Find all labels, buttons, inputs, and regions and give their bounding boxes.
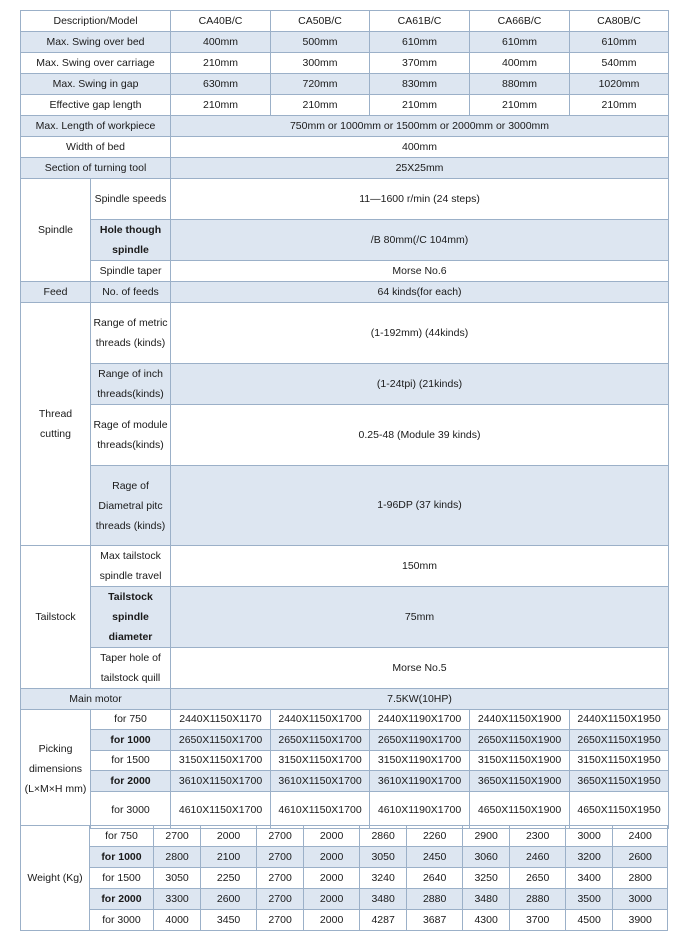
row-value: 3050	[359, 847, 406, 868]
row-value: 4000	[153, 910, 200, 931]
row-value: 2860	[359, 826, 406, 847]
row-value: 400mm	[470, 53, 570, 74]
row-value: 3480	[462, 889, 509, 910]
header-model: CA66B/C	[470, 11, 570, 32]
row-value: 3687	[407, 910, 463, 931]
row-value: 4610X1150X1700	[271, 792, 370, 829]
row-value: 2260	[407, 826, 463, 847]
row-value: 3150X1150X1700	[271, 751, 370, 771]
sub-label: No. of feeds	[91, 282, 171, 303]
row-value: 2000	[304, 826, 360, 847]
table-row	[21, 303, 669, 364]
group-picking-dimensions: Picking dimensions (L×M×H mm)	[21, 710, 91, 829]
row-value: 830mm	[370, 74, 470, 95]
group-spindle: Spindle	[21, 179, 91, 282]
row-value: 4287	[359, 910, 406, 931]
table-row	[21, 730, 669, 751]
sub-label: for 3000	[90, 910, 154, 931]
row-value: 2640	[407, 868, 463, 889]
row-value: 2900	[462, 826, 509, 847]
row-value: 3000	[565, 826, 612, 847]
row-value: 3000	[613, 889, 668, 910]
table-row	[21, 74, 669, 95]
sub-label: Rage of Diametral pitc threads (kinds)	[91, 466, 171, 546]
row-value: 2650	[510, 868, 566, 889]
row-value: 2800	[613, 868, 668, 889]
table-row	[21, 792, 669, 829]
sub-label: for 750	[91, 710, 171, 730]
row-label: Max. Length of workpiece	[21, 116, 171, 137]
group-thread-cutting: Thread cutting	[21, 303, 91, 546]
row-value: 210mm	[271, 95, 370, 116]
sub-label: Range of metric threads (kinds)	[91, 303, 171, 364]
table-row	[21, 910, 668, 931]
row-value: 2000	[201, 826, 257, 847]
row-value: (1-24tpi) (21kinds)	[171, 364, 669, 405]
row-label: Max. Swing in gap	[21, 74, 171, 95]
row-value: 3300	[153, 889, 200, 910]
row-value: 540mm	[570, 53, 669, 74]
sub-label: Max tailstock spindle travel	[91, 546, 171, 587]
row-value: 2440X1150X1950	[570, 710, 669, 730]
row-value: 2440X1190X1700	[370, 710, 470, 730]
row-value: 2880	[407, 889, 463, 910]
sub-label: for 1500	[90, 868, 154, 889]
table-row	[21, 889, 668, 910]
row-value: 3450	[201, 910, 257, 931]
row-value: 3150X1150X1900	[470, 751, 570, 771]
sub-label: Rage of module threads(kinds)	[91, 405, 171, 466]
row-value: 2400	[613, 826, 668, 847]
row-value: 370mm	[370, 53, 470, 74]
row-value: 2650X1150X1900	[470, 730, 570, 751]
row-value: 2650X1150X1700	[171, 730, 271, 751]
row-value: 3060	[462, 847, 509, 868]
spec-table	[20, 10, 669, 829]
row-value: 2000	[304, 910, 360, 931]
table-row	[21, 847, 668, 868]
table-row	[21, 710, 669, 730]
row-value: 2600	[201, 889, 257, 910]
row-label: Max. Swing over carriage	[21, 53, 171, 74]
row-label: Section of turning tool	[21, 158, 171, 179]
table-row	[21, 826, 668, 847]
row-value: 2650X1150X1950	[570, 730, 669, 751]
table-row	[21, 261, 669, 282]
row-value: 610mm	[570, 32, 669, 53]
row-value: 3650X1150X1950	[570, 771, 669, 792]
table-row	[21, 868, 668, 889]
row-value: 400mm	[171, 137, 669, 158]
table-row	[21, 282, 669, 303]
row-value: 11—1600 r/min (24 steps)	[171, 179, 669, 220]
row-value: 150mm	[171, 546, 669, 587]
table-row	[21, 179, 669, 220]
row-value: (1-192mm) (44kinds)	[171, 303, 669, 364]
row-value: 3150X1150X1700	[171, 751, 271, 771]
row-value: Morse No.6	[171, 261, 669, 282]
row-value: 750mm or 1000mm or 1500mm or 2000mm or 3000mm	[171, 116, 669, 137]
row-value: 2700	[256, 826, 303, 847]
sub-label: Taper hole of tailstock quill	[91, 648, 171, 689]
group-tailstock: Tailstock	[21, 546, 91, 689]
row-value: 210mm	[570, 95, 669, 116]
row-value: 4650X1150X1900	[470, 792, 570, 829]
row-value: 4500	[565, 910, 612, 931]
sub-label: Range of inch threads(kinds)	[91, 364, 171, 405]
row-value: 2880	[510, 889, 566, 910]
row-value: 4610X1150X1700	[171, 792, 271, 829]
table-row	[21, 364, 669, 405]
row-value: 3150X1190X1700	[370, 751, 470, 771]
row-value: 3700	[510, 910, 566, 931]
table-row	[21, 220, 669, 261]
row-value: 300mm	[271, 53, 370, 74]
row-value: 4300	[462, 910, 509, 931]
row-value: 2600	[613, 847, 668, 868]
row-value: 4610X1190X1700	[370, 792, 470, 829]
table-row	[21, 137, 669, 158]
row-value: 2700	[256, 868, 303, 889]
weight-table	[20, 825, 668, 931]
table-row	[21, 587, 669, 648]
sub-label: for 2000	[90, 889, 154, 910]
row-value: 3900	[613, 910, 668, 931]
sub-label: for 1500	[91, 751, 171, 771]
row-value: 7.5KW(10HP)	[171, 689, 669, 710]
row-value: 2800	[153, 847, 200, 868]
table-row	[21, 32, 669, 53]
group-feed: Feed	[21, 282, 91, 303]
row-value: 2700	[256, 889, 303, 910]
group-weight: Weight (Kg)	[21, 826, 90, 931]
row-value: 3050	[153, 868, 200, 889]
row-value: 1-96DP (37 kinds)	[171, 466, 669, 546]
row-label: Effective gap length	[21, 95, 171, 116]
row-value: 2650X1150X1700	[271, 730, 370, 751]
row-value: 2100	[201, 847, 257, 868]
table-row	[21, 648, 669, 689]
row-value: 3480	[359, 889, 406, 910]
row-value: 2000	[304, 847, 360, 868]
table-row	[21, 689, 669, 710]
row-value: 880mm	[470, 74, 570, 95]
table-row	[21, 11, 669, 32]
row-value: 3610X1150X1700	[271, 771, 370, 792]
table-row	[21, 95, 669, 116]
header-model: CA80B/C	[570, 11, 669, 32]
row-value: 64 kinds(for each)	[171, 282, 669, 303]
row-value: 3400	[565, 868, 612, 889]
row-value: 3250	[462, 868, 509, 889]
row-value: 2650X1190X1700	[370, 730, 470, 751]
header-model: CA50B/C	[271, 11, 370, 32]
row-value: 2700	[256, 910, 303, 931]
row-value: 210mm	[171, 95, 271, 116]
header-model: CA40B/C	[171, 11, 271, 32]
row-value: 210mm	[171, 53, 271, 74]
row-value: 210mm	[470, 95, 570, 116]
row-value: 2460	[510, 847, 566, 868]
table-row	[21, 466, 669, 546]
row-value: 25X25mm	[171, 158, 669, 179]
sub-label: for 1000	[90, 847, 154, 868]
row-value: 3500	[565, 889, 612, 910]
row-value: 3610X1190X1700	[370, 771, 470, 792]
sub-label: Spindle taper	[91, 261, 171, 282]
sub-label: for 3000	[91, 792, 171, 829]
row-value: 1020mm	[570, 74, 669, 95]
row-value: 3610X1150X1700	[171, 771, 271, 792]
row-value: 610mm	[470, 32, 570, 53]
table-row	[21, 53, 669, 74]
table-row	[21, 405, 669, 466]
row-value: 3150X1150X1950	[570, 751, 669, 771]
header-model: CA61B/C	[370, 11, 470, 32]
header-description: Description/Model	[21, 11, 171, 32]
row-value: 2700	[256, 847, 303, 868]
row-value: 2440X1150X1900	[470, 710, 570, 730]
row-value: /B 80mm(/C 104mm)	[171, 220, 669, 261]
row-value: 720mm	[271, 74, 370, 95]
row-value: 2440X1150X1700	[271, 710, 370, 730]
row-value: 2300	[510, 826, 566, 847]
table-row	[21, 158, 669, 179]
row-value: 3240	[359, 868, 406, 889]
sub-label: Hole though spindle	[91, 220, 171, 261]
table-row	[21, 751, 669, 771]
table-row	[21, 116, 669, 137]
row-value: 630mm	[171, 74, 271, 95]
row-value: 210mm	[370, 95, 470, 116]
row-value: 4650X1150X1950	[570, 792, 669, 829]
row-value: 0.25-48 (Module 39 kinds)	[171, 405, 669, 466]
sub-label: for 750	[90, 826, 154, 847]
row-value: 2000	[304, 868, 360, 889]
sub-label: for 2000	[91, 771, 171, 792]
row-value: 610mm	[370, 32, 470, 53]
row-label: Main motor	[21, 689, 171, 710]
row-value: 2000	[304, 889, 360, 910]
sub-label: for 1000	[91, 730, 171, 751]
row-value: 500mm	[271, 32, 370, 53]
row-value: 2250	[201, 868, 257, 889]
row-value: 3200	[565, 847, 612, 868]
row-value: 2700	[153, 826, 200, 847]
sub-label: Spindle speeds	[91, 179, 171, 220]
table-row	[21, 546, 669, 587]
row-value: 75mm	[171, 587, 669, 648]
row-value: 400mm	[171, 32, 271, 53]
row-value: Morse No.5	[171, 648, 669, 689]
row-value: 2450	[407, 847, 463, 868]
row-value: 2440X1150X1170	[171, 710, 271, 730]
row-label: Max. Swing over bed	[21, 32, 171, 53]
row-label: Width of bed	[21, 137, 171, 158]
table-row	[21, 771, 669, 792]
sub-label: Tailstock spindle diameter	[91, 587, 171, 648]
row-value: 3650X1150X1900	[470, 771, 570, 792]
